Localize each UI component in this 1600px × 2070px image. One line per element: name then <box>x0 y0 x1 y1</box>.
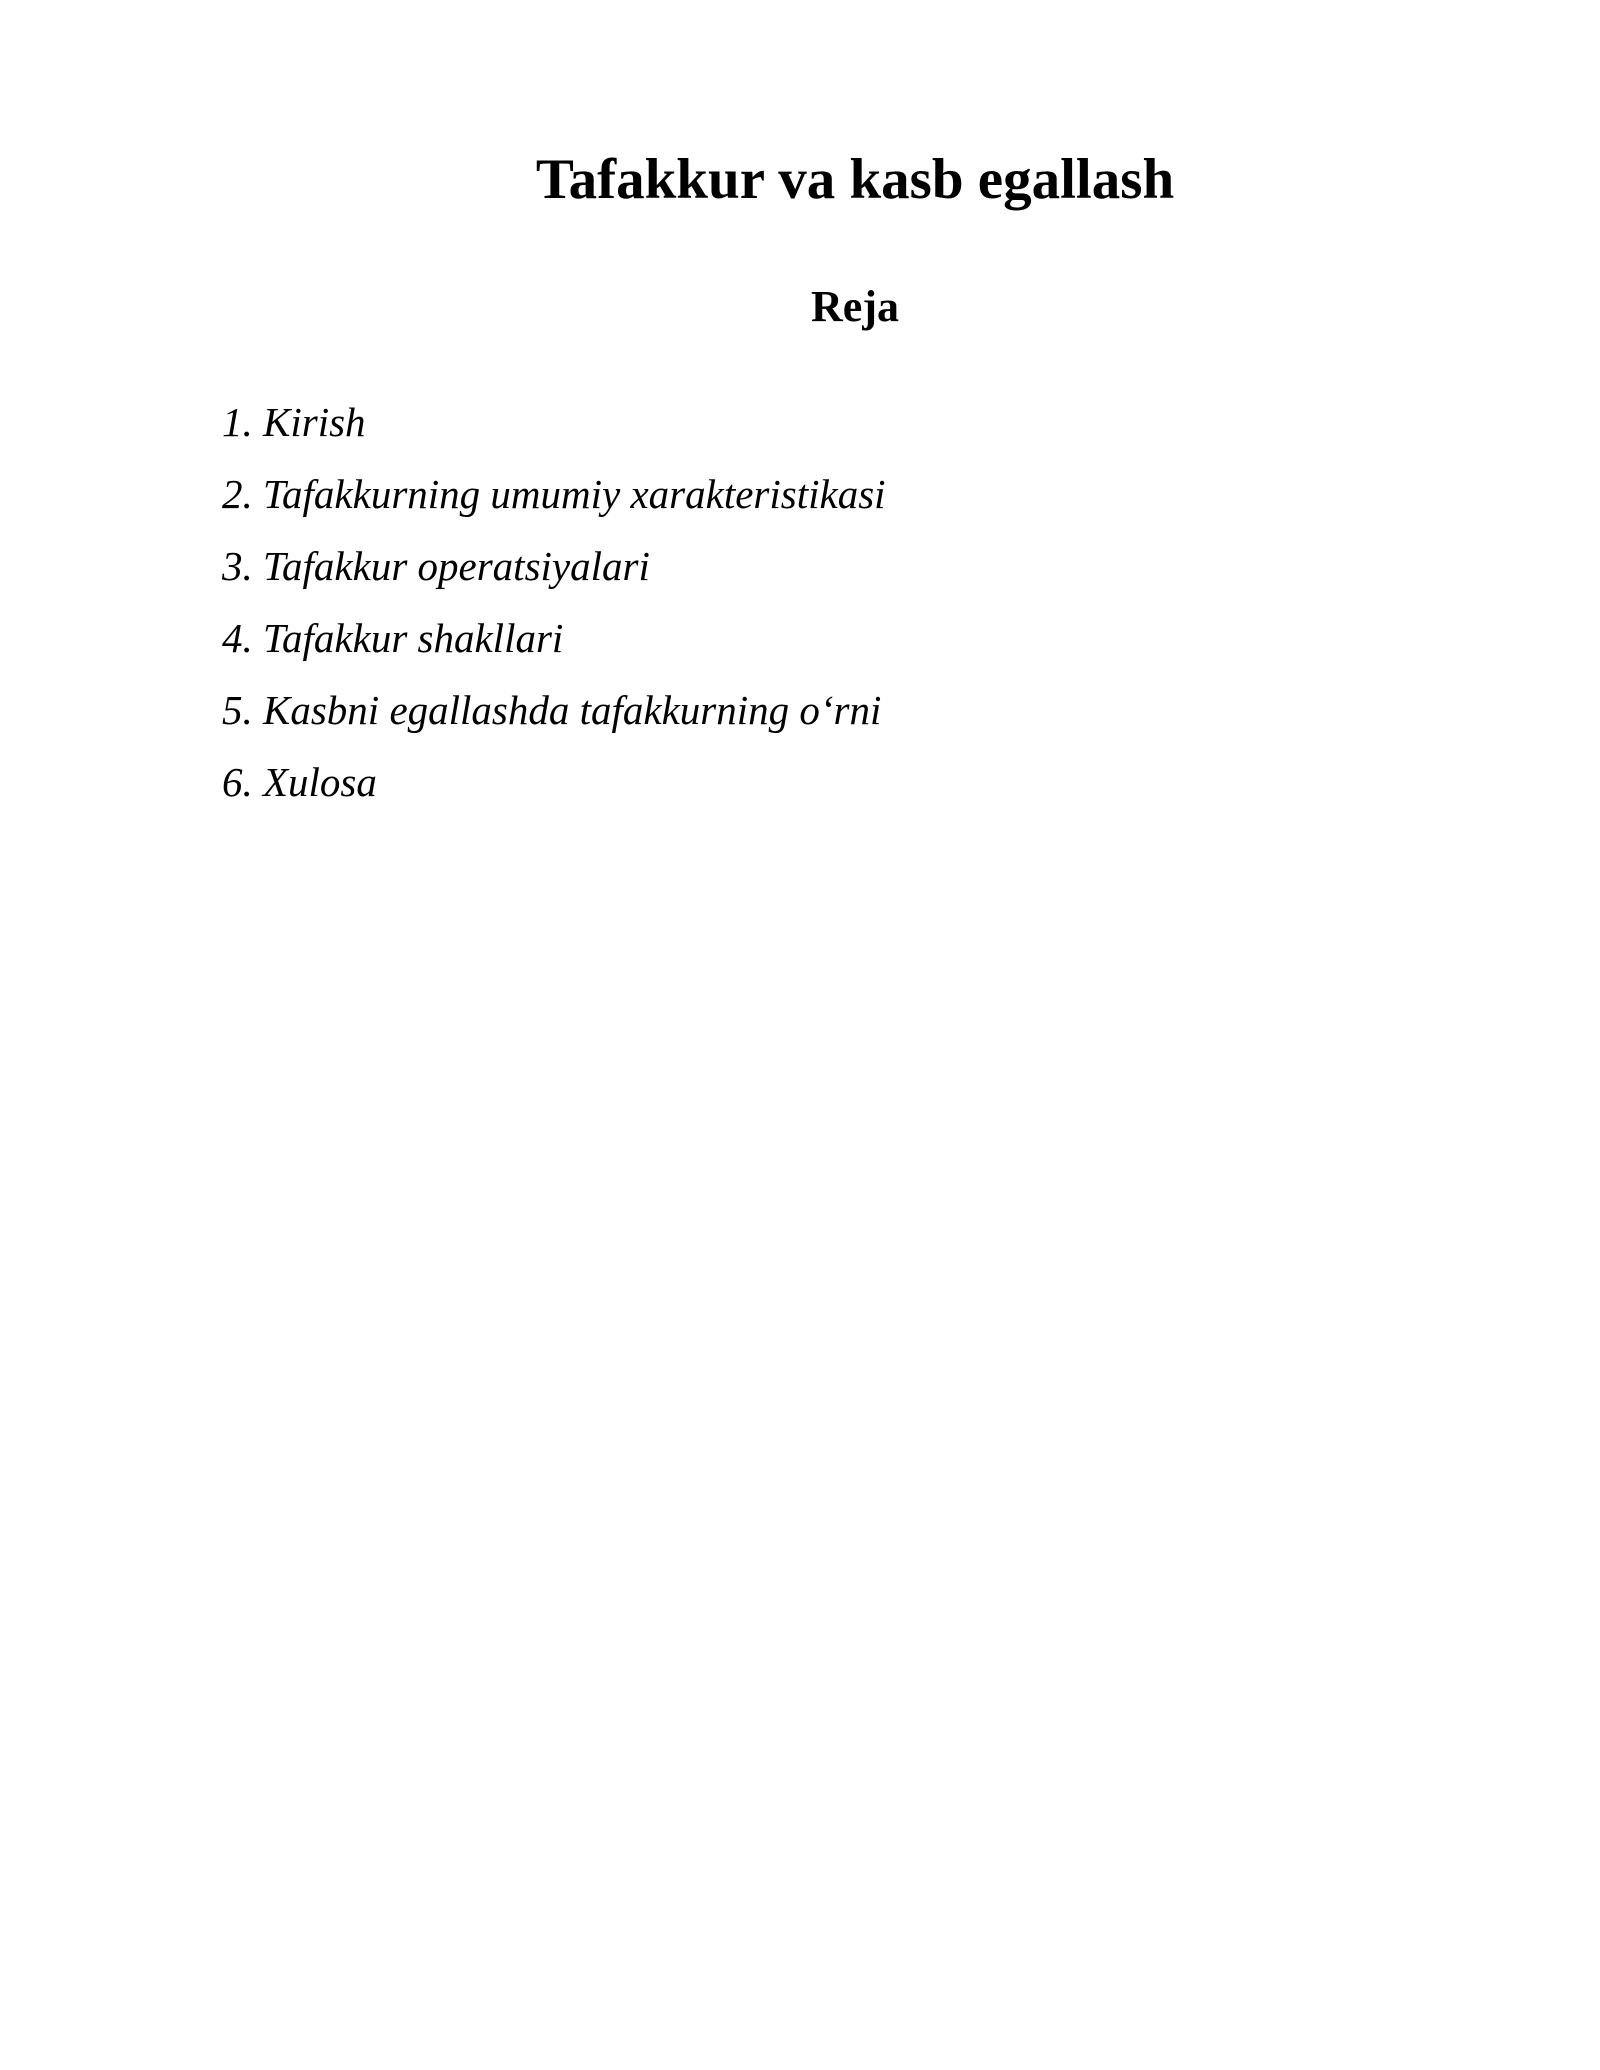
plan-item-text: Tafakkurning umumiy xarakteristikasi <box>263 471 886 517</box>
plan-item-text: Kasbni egallashda tafakkurning o‘rni <box>263 687 882 733</box>
plan-item-number: 4. <box>222 615 253 661</box>
plan-item-number: 1. <box>222 399 253 445</box>
plan-item-number: 2. <box>222 471 253 517</box>
plan-item <box>222 746 886 818</box>
plan-item-number: 6. <box>222 759 253 805</box>
plan-item-text: Xulosa <box>263 759 377 805</box>
plan-item-text: Kirish <box>263 399 366 445</box>
plan-item <box>222 386 886 458</box>
plan-heading: Reja <box>811 282 899 331</box>
plan-item-number: 3. <box>222 543 253 589</box>
title-container <box>530 148 1180 212</box>
plan-list <box>222 386 886 818</box>
plan-item-text: Tafakkur shakllari <box>263 615 564 661</box>
plan-item-number: 5. <box>222 687 253 733</box>
plan-item <box>222 674 886 746</box>
plan-item-text: Tafakkur operatsiyalari <box>263 543 650 589</box>
plan-item <box>222 530 886 602</box>
plan-item <box>222 602 886 674</box>
subtitle-container <box>755 280 955 334</box>
plan-item <box>222 458 886 530</box>
document-title: Tafakkur va kasb egallash <box>535 148 1175 211</box>
